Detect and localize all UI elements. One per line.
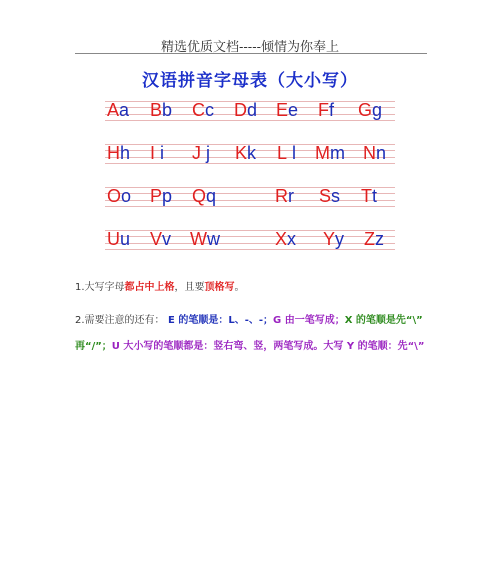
letter-pair-y: Yy: [323, 229, 345, 249]
header-divider: [75, 53, 427, 54]
letter-pair-t: Tt: [361, 186, 378, 206]
note-2: 2.需要注意的还有： E 的笔顺是：L、-、-；G 由一笔写成；X 的笔顺是先“\”: [75, 315, 423, 326]
letter-pair-n: Nn: [363, 143, 387, 163]
letter-pair-j: J j: [192, 143, 211, 163]
alphabet-row-4: [105, 230, 395, 250]
letter-pair-r: Rr: [275, 186, 294, 206]
note-3: 再“/”；U 大小写的笔顺都是：竖右弯、竖，两笔写成。大写 Y 的笔顺：先“\”: [75, 341, 425, 352]
letter-pair-e: Ee: [276, 100, 299, 120]
letter-pair-x: Xx: [275, 229, 297, 249]
letter-pair-g: Gg: [358, 100, 383, 120]
letter-pair-c: Cc: [192, 100, 214, 120]
alphabet-row-3: [105, 187, 395, 207]
letter-pair-u: Uu: [107, 229, 131, 249]
page-title: 汉语拼音字母表（大小写）: [142, 71, 358, 91]
guide-lines: [105, 230, 395, 250]
note-1: 1.大写字母都占中上格，且要顶格写。: [75, 282, 245, 293]
alphabet-row-1: [105, 101, 395, 121]
guide-lines: [105, 187, 395, 207]
letter-pair-l: L l: [277, 143, 297, 163]
letter-pair-i: I i: [150, 143, 165, 163]
letter-pair-m: Mm: [315, 143, 345, 163]
letter-pair-p: Pp: [150, 186, 173, 206]
letter-pair-b: Bb: [150, 100, 173, 120]
letter-pair-d: Dd: [234, 100, 258, 120]
letter-pair-f: Ff: [318, 100, 335, 120]
letter-pair-v: Vv: [150, 229, 172, 249]
letter-pair-z: Zz: [364, 229, 384, 249]
letter-pair-o: Oo: [107, 186, 132, 206]
letter-pair-a: Aa: [107, 100, 130, 120]
alphabet-row-2: [105, 144, 395, 164]
letter-pair-k: Kk: [235, 143, 257, 163]
page-header-text: 精选优质文档-----倾情为你奉上: [161, 40, 339, 55]
letter-pair-w: Ww: [190, 229, 220, 249]
letter-pair-s: Ss: [319, 186, 341, 206]
letter-pair-h: Hh: [107, 143, 131, 163]
letter-pair-q: Qq: [192, 186, 217, 206]
